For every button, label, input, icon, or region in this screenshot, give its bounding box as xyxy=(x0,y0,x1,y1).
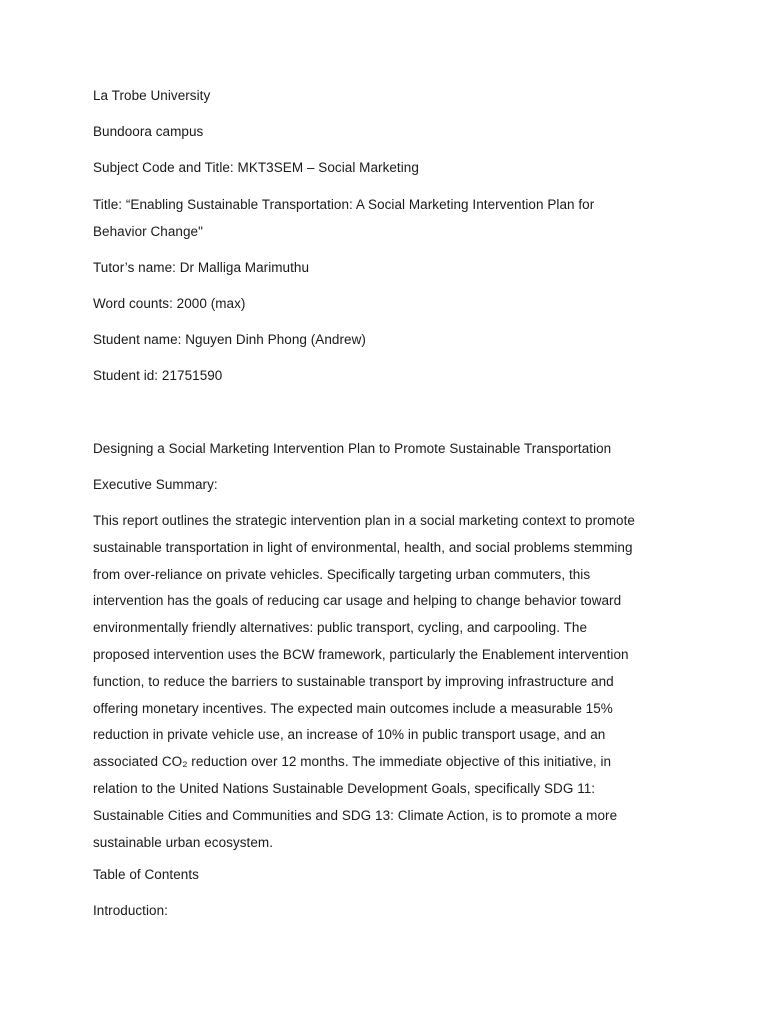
summary-line: sustainable urban ecosystem. xyxy=(93,834,273,850)
campus-name: Bundoora campus xyxy=(93,124,204,139)
introduction-heading: Introduction: xyxy=(93,903,168,919)
summary-line: sustainable transportation in light of environmental, health, and social problems stemming xyxy=(93,539,633,555)
summary-line: function, to reduce the barriers to sustainable transport by improving infrastructure and xyxy=(93,673,614,689)
summary-line: relation to the United Nations Sustainable Development Goals, specifically SDG 11: xyxy=(93,780,596,796)
report-title: Designing a Social Marketing Intervention Plan to Promote Sustainable Transportation xyxy=(93,441,612,456)
executive-summary-paragraph xyxy=(93,508,678,856)
summary-line: from over-reliance on private vehicles. Specifically targeting urban commuters, this xyxy=(93,566,591,582)
word-count-line: Word counts: 2000 (max) xyxy=(93,296,246,311)
summary-line: offering monetary incentives. The expected main outcomes include a measurable 15% xyxy=(93,700,613,716)
summary-line: environmentally friendly alternatives: public transport, cycling, and carpooling. The xyxy=(93,620,588,636)
document-page xyxy=(93,87,678,938)
tutor-line: Tutor’s name: Dr Malliga Marimuthu xyxy=(93,260,310,275)
university-name: La Trobe University xyxy=(93,88,211,103)
student-name-line: Student name: Nguyen Dinh Phong (Andrew) xyxy=(93,332,366,347)
executive-summary-heading: Executive Summary: xyxy=(93,477,218,492)
student-id-line: Student id: 21751590 xyxy=(93,368,223,383)
title-line-1: Title: “Enabling Sustainable Transportation: A Social Marketing Intervention Plan for xyxy=(93,197,595,212)
assignment-title xyxy=(93,191,678,245)
summary-line: associated CO₂ reduction over 12 months. The immediate objective of this initiative, in xyxy=(93,754,612,770)
subject-line: Subject Code and Title: MKT3SEM – Social Marketing xyxy=(93,160,419,175)
summary-line: proposed intervention uses the BCW framework, particularly the Enablement intervention xyxy=(93,646,629,662)
summary-line: Sustainable Cities and Communities and SDG 13: Climate Action, is to promote a more xyxy=(93,807,618,823)
title-line-2: Behavior Change" xyxy=(93,224,203,239)
summary-line: This report outlines the strategic intervention plan in a social marketing context to promote xyxy=(93,513,635,528)
summary-line: reduction in private vehicle use, an increase of 10% in public transport usage, and an xyxy=(93,727,606,743)
blank-spacer xyxy=(93,403,678,440)
table-of-contents-heading: Table of Contents xyxy=(93,867,199,883)
summary-line: intervention has the goals of reducing car usage and helping to change behavior toward xyxy=(93,593,622,609)
